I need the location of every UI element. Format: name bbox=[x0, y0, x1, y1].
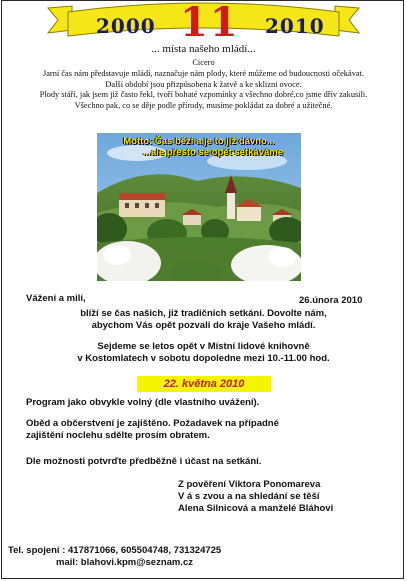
town-photo bbox=[97, 133, 301, 281]
letter-date: 26.února 2010 bbox=[299, 295, 363, 306]
confirmation-paragraph: Dle možnosti potvrďte předběžně i účast na setkání. bbox=[26, 456, 262, 467]
signature-line: Alena Silnicová a manželé Bláhovi bbox=[178, 503, 334, 514]
cicero-quote bbox=[0, 58, 407, 112]
quote-line: Plody stáří, jak jsem již často řekl, tvoří bohaté vzpomínky a všechno dobré,co jsme dřív zakusili. bbox=[39, 90, 368, 100]
paragraph-line: blíží se čas našich, již tradičních setkání. Dovolte nám, bbox=[80, 308, 327, 319]
quote-author: Cicero bbox=[192, 58, 215, 67]
lunch-paragraph bbox=[26, 418, 279, 442]
quote-line: Jarní čas nám představuje mládí, naznačuje nám plody, které můžeme od budoucnosti očekávat. bbox=[42, 68, 365, 78]
paragraph-line: Oběd a občerstvení je zajištěno. Požadavek na případné bbox=[26, 418, 279, 429]
paragraph-line: v Kostomlatech v sobotu dopoledne mezi 10.-11.00 hod. bbox=[77, 353, 330, 364]
paragraph-line: abychom Vás opět pozvali do kraje Vašeho mládí. bbox=[91, 320, 316, 331]
motto-line-1: Motto: Čas běží a je to již dávno... bbox=[123, 136, 275, 147]
motto-line-2: ...ale přesto se opět setkáváme bbox=[143, 147, 283, 158]
email-address[interactable]: mail: blahovi.kpm@seznam.cz bbox=[56, 557, 194, 568]
greeting: Vážení a milí, bbox=[26, 293, 86, 304]
contact-info bbox=[8, 545, 221, 569]
year-end: 2010 bbox=[265, 14, 325, 38]
paragraph-line: zajištění noclehu sdělte prosím obratem. bbox=[26, 430, 210, 441]
quote-line: Všechno pak, co se děje podle přírody, musíme pokládat za dobré a užitečné. bbox=[74, 101, 333, 111]
invitation-paragraph bbox=[0, 308, 407, 332]
venue-paragraph bbox=[0, 341, 407, 365]
signature-line: V á s zvou a na shledání se těší bbox=[178, 491, 320, 502]
anniversary-number: 11 bbox=[180, 0, 240, 46]
phone-numbers: Tel. spojení : 417871066, 605504748, 731324725 bbox=[8, 545, 222, 556]
subtitle: ... místa našeho mládí... bbox=[151, 43, 256, 55]
paragraph-line: Sejdeme se letos opět v Místní lidové knihovně bbox=[97, 341, 310, 352]
quote-line: Další období jsou přizpůsobena k žatvě a ke sklizni ovoce. bbox=[105, 79, 302, 89]
signature-line: Z pověření Viktora Ponomareva bbox=[178, 479, 321, 490]
year-start: 2000 bbox=[96, 14, 156, 38]
program-paragraph: Program jako obvykle volný (dle vlastního uvážení). bbox=[26, 397, 260, 408]
event-date-highlight: 22. května 2010 bbox=[137, 376, 271, 392]
signature bbox=[178, 479, 333, 515]
